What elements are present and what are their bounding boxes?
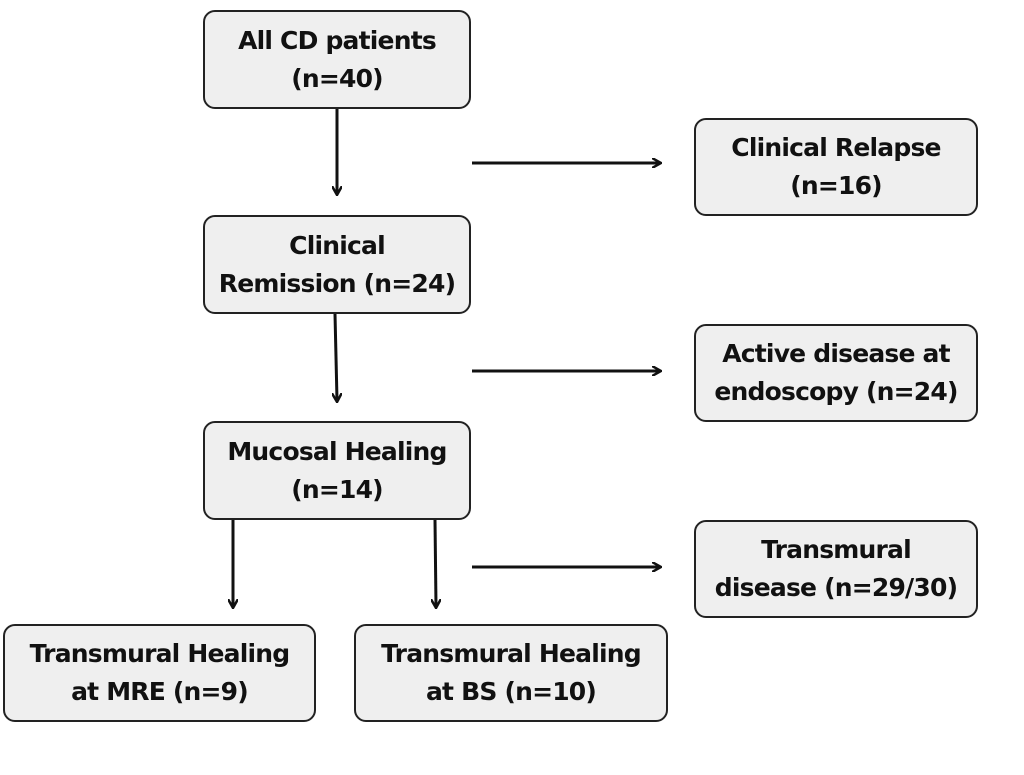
box-label-line2: (n=16) [790,171,882,200]
box-label-line1: All CD patients [238,25,436,55]
box-clinical-remission [203,215,471,314]
box-label-line1: Transmural Healing [29,639,290,668]
box-all-cd-patients [203,10,471,109]
box-active-disease [694,324,978,422]
box-label-line2: (n=40) [291,63,383,93]
box-label-line2: endoscopy (n=24) [714,377,958,406]
box-label-line1: Clinical Relapse [731,133,941,162]
box-label-line2: disease (n=29/30) [714,573,958,602]
box-label-line1: Active disease at [722,339,950,368]
box-label-line1: Transmural Healing [381,639,641,668]
box-label-line2: at MRE (n=9) [71,677,248,706]
arrow-mucosal-to-bs [435,520,436,606]
box-label-line1: Transmural [761,535,911,564]
box-label-line2: Remission (n=24) [218,268,456,298]
box-transmural-healing-mre [3,624,316,722]
box-label-line1: Mucosal Healing [227,436,447,466]
box-clinical-relapse [694,118,978,216]
box-label-line2: (n=14) [291,474,383,504]
box-transmural-disease [694,520,978,618]
box-label-line1: Clinical [289,230,385,260]
arrow-remission-to-mucosal [335,314,337,400]
box-transmural-healing-bs [354,624,668,722]
box-label-line2: at BS (n=10) [425,677,597,706]
box-mucosal-healing [203,421,471,520]
